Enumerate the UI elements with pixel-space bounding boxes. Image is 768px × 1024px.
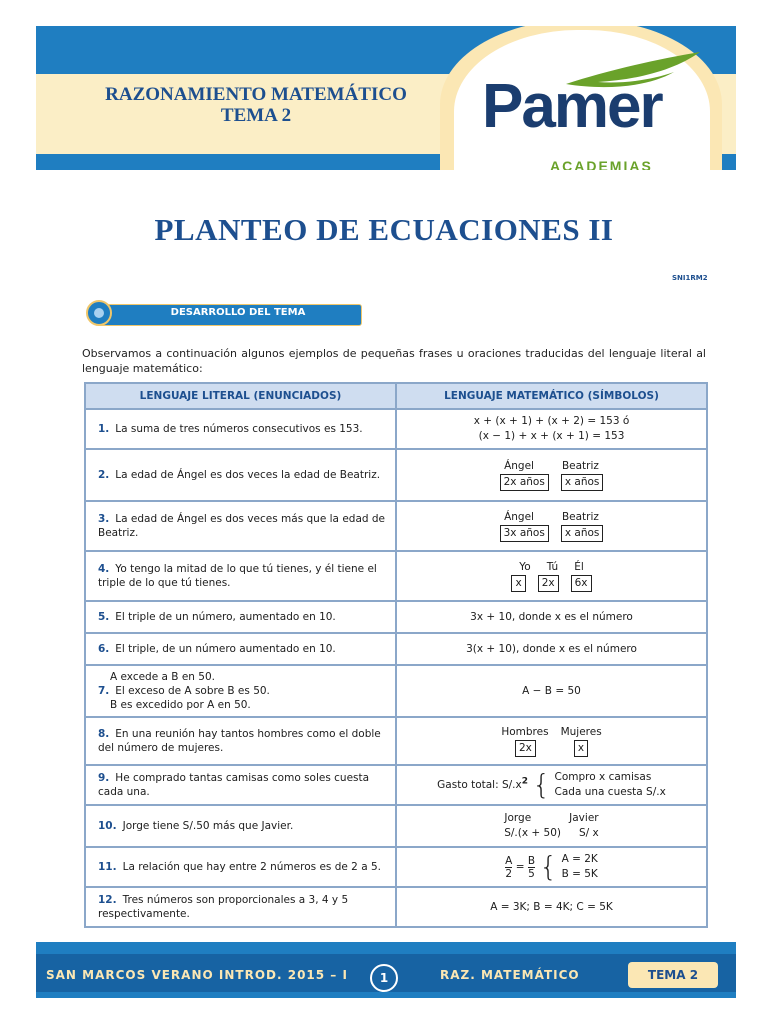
subject-title: RAZONAMIENTO MATEMÁTICO	[105, 84, 407, 105]
table-row: 1. La suma de tres números consecutivos es 153. x + (x + 1) + (x + 2) = 153 ó (x − 1) + x + (x + 1) = 153	[85, 409, 707, 449]
table-row: 10. Jorge tiene S/.50 más que Javier. Jorge Javier S/.(x + 50) S/ x	[85, 805, 707, 847]
logo-text: Pamer	[482, 72, 662, 141]
doc-code: SNI1RM2	[672, 274, 708, 282]
section-label: DESARROLLO DEL TEMA	[170, 307, 306, 318]
header-banner	[36, 26, 736, 170]
page-number: 1	[370, 964, 398, 992]
footer-banner	[36, 942, 736, 998]
header-symbols: LENGUAJE MATEMÁTICO (SÍMBOLOS)	[396, 383, 707, 409]
table-row: 4. Yo tengo la mitad de lo que tú tienes, y él tiene el triple de lo que tú tienes. Yo Tú Él x 2x 6x	[85, 551, 707, 601]
header-literal: LENGUAJE LITERAL (ENUNCIADOS)	[85, 383, 396, 409]
table-row: 3. La edad de Ángel es dos veces más que la edad de Beatriz. Ángel Beatriz 3x años x años	[85, 501, 707, 551]
topic-title: TEMA 2	[220, 105, 292, 126]
subject-heading	[56, 84, 456, 126]
bullet-circle-icon	[86, 300, 112, 326]
footer-course: SAN MARCOS VERANO INTROD. 2015 – I	[46, 968, 348, 982]
table-row: 2. La edad de Ángel es dos veces la edad de Beatriz. Ángel Beatriz 2x años x años	[85, 449, 707, 501]
section-heading	[86, 300, 360, 326]
translation-table	[84, 382, 708, 928]
table-row: 11. La relación que hay entre 2 números es de 2 a 5. $\frac{A}{2}$ = $\frac{B}{5}$ { A = 2K B = 5K	[85, 847, 707, 887]
footer-subject: RAZ. MATEMÁTICO	[440, 968, 580, 982]
logo-subtitle: ACADEMIAS	[550, 158, 653, 170]
table-row: 9. He comprado tantas camisas como soles cuesta cada una. Gasto total: $S/.x^2$ { Compro x camisas Cada una cuesta S/.x	[85, 765, 707, 805]
table-row: 6. El triple, de un número aumentado en 10. 3(x + 10), donde x es el número	[85, 633, 707, 665]
table-row: 8. En una reunión hay tantos hombres como el doble del número de mujeres. Hombres Mujeres 2x x	[85, 717, 707, 765]
table-row: 5. El triple de un número, aumentado en 10. 3x + 10, donde x es el número	[85, 601, 707, 633]
table-row: A excede a B en 50. 7. El exceso de A sobre B es 50. B es excedido por A en 50. A − B = 50	[85, 665, 707, 717]
intro-paragraph: Observamos a continuación algunos ejemplos de pequeñas frases u oraciones traducidas del lenguaje literal al lenguaje matemático:	[82, 347, 706, 375]
pamer-logo	[482, 50, 712, 170]
table-row: 12. Tres números son proporcionales a 3, 4 y 5 respectivamente. A = 3K; B = 4K; C = 5K	[85, 887, 707, 927]
footer-topic-tag: TEMA 2	[628, 962, 718, 988]
page-title: PLANTEO DE ECUACIONES II	[154, 212, 614, 247]
